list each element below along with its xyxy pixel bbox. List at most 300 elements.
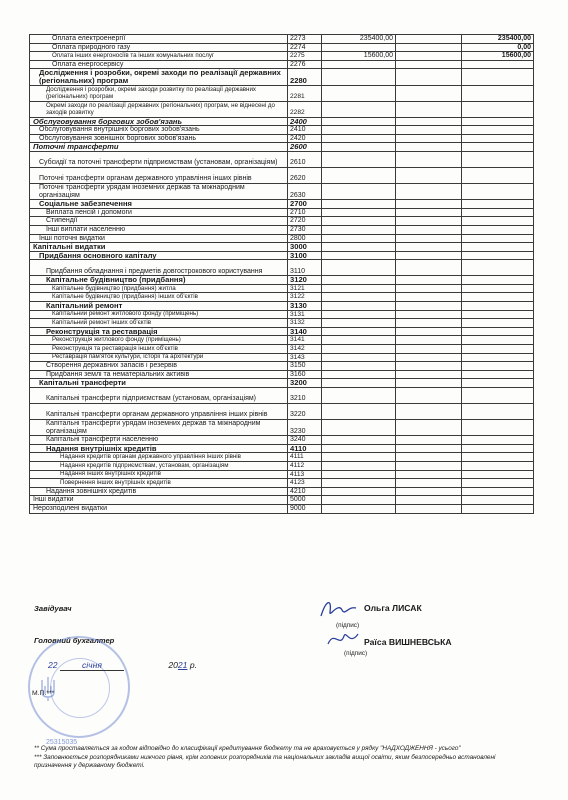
- accountant-label: Головний бухгалтер: [34, 636, 115, 645]
- table-row: [30, 52, 534, 61]
- row-plan-value: [322, 293, 396, 302]
- table-row: [30, 461, 534, 470]
- row-empty-cell: [396, 151, 462, 167]
- row-code: 2410: [288, 126, 322, 135]
- table-row: [30, 293, 534, 302]
- row-total-value: [462, 310, 534, 319]
- row-code: 2710: [288, 208, 322, 217]
- row-code: 2610: [288, 151, 322, 167]
- row-empty-cell: [396, 336, 462, 345]
- row-empty-cell: [396, 183, 462, 199]
- row-code: 3122: [288, 293, 322, 302]
- date-month: січня: [60, 660, 124, 671]
- row-plan-value: [322, 284, 396, 293]
- table-row: [30, 167, 534, 183]
- row-plan-value: [322, 134, 396, 143]
- footnote-credit: ** Сума проставляється за кодом відповідно до класифікації кредитування бюджету та не враховується у рядку "НАДХОДЖЕННЯ - усього": [34, 745, 461, 752]
- row-total-value: [462, 134, 534, 143]
- row-name: Поточні трансферти: [30, 143, 288, 152]
- row-empty-cell: [396, 444, 462, 453]
- table-row: [30, 487, 534, 496]
- row-name: Субсидії та поточні трансферти підприємствам (установам, організаціям): [30, 151, 288, 167]
- row-empty-cell: [396, 208, 462, 217]
- table-row: [30, 353, 534, 362]
- row-name: Поточні трансферти урядам іноземних держав та міжнародним організаціям: [30, 183, 288, 199]
- row-code: 3000: [288, 243, 322, 252]
- table-row: [30, 470, 534, 479]
- table-row: [30, 134, 534, 143]
- row-plan-value: [322, 225, 396, 234]
- row-empty-cell: [396, 251, 462, 260]
- row-empty-cell: [396, 35, 462, 44]
- table-row: [30, 234, 534, 243]
- row-code: 2275: [288, 52, 322, 61]
- table-row: [30, 310, 534, 319]
- row-name: Окремі заходи по реалізації державних (регіональних) програм, не віднесені до заходів розвитку: [30, 101, 288, 117]
- row-empty-cell: [396, 69, 462, 85]
- row-code: 3200: [288, 379, 322, 388]
- table-row: [30, 225, 534, 234]
- table-row: [30, 217, 534, 226]
- row-empty-cell: [396, 101, 462, 117]
- row-total-value: [462, 117, 534, 126]
- row-empty-cell: [396, 461, 462, 470]
- row-code: 3140: [288, 327, 322, 336]
- row-name: Повернення інших внутрішніх кредитів: [30, 479, 288, 488]
- row-name: Капітальні видатки: [30, 243, 288, 252]
- row-empty-cell: [396, 310, 462, 319]
- row-code: 2280: [288, 69, 322, 85]
- row-name: Придбання обладнання і предметів довгострокового користування: [30, 260, 288, 276]
- row-code: 3121: [288, 284, 322, 293]
- head-signature-mark: [318, 596, 360, 622]
- row-name: Оплата природного газу: [30, 43, 288, 52]
- table-row: [30, 126, 534, 135]
- row-plan-value: [322, 167, 396, 183]
- row-plan-value: [322, 379, 396, 388]
- row-total-value: [462, 388, 534, 404]
- row-code: 5000: [288, 496, 322, 505]
- row-code: 3230: [288, 420, 322, 436]
- row-total-value: [462, 496, 534, 505]
- row-total-value: [462, 420, 534, 436]
- row-plan-value: [322, 370, 396, 379]
- row-code: 3131: [288, 310, 322, 319]
- row-plan-value: [322, 504, 396, 513]
- row-name: Капітальне будівництво (придбання): [30, 276, 288, 285]
- row-empty-cell: [396, 293, 462, 302]
- row-plan-value: [322, 319, 396, 328]
- table-row: [30, 336, 534, 345]
- row-code: 4210: [288, 487, 322, 496]
- date-suffix: р.: [189, 660, 198, 670]
- table-row: [30, 444, 534, 453]
- row-total-value: [462, 345, 534, 354]
- row-plan-value: [322, 327, 396, 336]
- row-empty-cell: [396, 327, 462, 336]
- table-row: [30, 302, 534, 311]
- row-empty-cell: [396, 200, 462, 209]
- row-name: Оплата електроенергії: [30, 35, 288, 44]
- row-total-value: [462, 200, 534, 209]
- table-row: [30, 143, 534, 152]
- table-row: [30, 496, 534, 505]
- row-plan-value: [322, 461, 396, 470]
- row-name: Створення державних запасів і резервів: [30, 362, 288, 371]
- row-empty-cell: [396, 217, 462, 226]
- row-plan-value: [322, 234, 396, 243]
- table-row: [30, 436, 534, 445]
- row-plan-value: [322, 251, 396, 260]
- row-plan-value: [322, 336, 396, 345]
- row-name: Нерозподілені видатки: [30, 504, 288, 513]
- table-row: [30, 276, 534, 285]
- table-row: [30, 370, 534, 379]
- row-code: 3210: [288, 388, 322, 404]
- row-code: 3110: [288, 260, 322, 276]
- row-empty-cell: [396, 470, 462, 479]
- row-code: 2281: [288, 85, 322, 101]
- row-code: 2720: [288, 217, 322, 226]
- row-plan-value: [322, 420, 396, 436]
- table-row: [30, 43, 534, 52]
- row-name: Обслуговування внутрішніх боргових зобов'язань: [30, 126, 288, 135]
- row-name: Капітальні трансферти підприємствам (установам, організаціям): [30, 388, 288, 404]
- row-code: 2276: [288, 60, 322, 69]
- row-name: Придбання основного капіталу: [30, 251, 288, 260]
- row-name: Оплата енергосервісу: [30, 60, 288, 69]
- row-empty-cell: [396, 52, 462, 61]
- table-row: [30, 345, 534, 354]
- row-empty-cell: [396, 85, 462, 101]
- row-code: 2600: [288, 143, 322, 152]
- row-empty-cell: [396, 43, 462, 52]
- row-plan-value: [322, 453, 396, 462]
- row-plan-value: [322, 362, 396, 371]
- row-plan-value: [322, 276, 396, 285]
- table-row: [30, 208, 534, 217]
- row-code: 2800: [288, 234, 322, 243]
- row-name: Оплата інших енергоносіїв та інших комунальних послуг: [30, 52, 288, 61]
- row-plan-value: [322, 217, 396, 226]
- table-row: [30, 260, 534, 276]
- row-code: 3100: [288, 251, 322, 260]
- row-plan-value: [322, 60, 396, 69]
- row-name: Інші поточні видатки: [30, 234, 288, 243]
- row-empty-cell: [396, 143, 462, 152]
- row-name: Обслуговування зовнішніх боргових зобов'язань: [30, 134, 288, 143]
- row-total-value: [462, 276, 534, 285]
- row-name: Інші виплати населенню: [30, 225, 288, 234]
- row-total-value: [462, 362, 534, 371]
- row-name: Капітальне будівництво (придбання) інших об'єктів: [30, 293, 288, 302]
- table-row: [30, 117, 534, 126]
- row-total-value: [462, 208, 534, 217]
- row-total-value: [462, 167, 534, 183]
- row-empty-cell: [396, 436, 462, 445]
- row-plan-value: [322, 345, 396, 354]
- row-code: 2620: [288, 167, 322, 183]
- row-name: Реконструкція та реставрація: [30, 327, 288, 336]
- table-row: [30, 284, 534, 293]
- row-code: 3141: [288, 336, 322, 345]
- date-line: [48, 660, 197, 671]
- row-empty-cell: [396, 243, 462, 252]
- row-plan-value: [322, 444, 396, 453]
- row-empty-cell: [396, 487, 462, 496]
- row-code: 3130: [288, 302, 322, 311]
- row-code: 2700: [288, 200, 322, 209]
- row-code: 2273: [288, 35, 322, 44]
- accountant-sign-caption: (підпис): [344, 650, 368, 657]
- row-empty-cell: [396, 353, 462, 362]
- footnote-managers: *** Заповнюється розпорядниками нижчого рівня, крім головних розпорядників та національних закладів вищої освіти, яким безпосередньо встановлені призначення у державному бюджеті.: [34, 754, 496, 769]
- row-name: Капітальний ремонт інших об'єктів: [30, 319, 288, 328]
- row-plan-value: [322, 85, 396, 101]
- row-name: Надання внутрішніх кредитів: [30, 444, 288, 453]
- table-row: [30, 69, 534, 85]
- coat-of-arms-icon: [39, 676, 57, 702]
- row-name: Надання інших внутрішніх кредитів: [30, 470, 288, 479]
- table-row: [30, 420, 534, 436]
- row-code: 9000: [288, 504, 322, 513]
- row-plan-value: [322, 496, 396, 505]
- row-empty-cell: [396, 276, 462, 285]
- table-row: [30, 504, 534, 513]
- row-total-value: [462, 126, 534, 135]
- row-name: Надання кредитів підприємствам, установам, організаціям: [30, 461, 288, 470]
- table-row: [30, 379, 534, 388]
- row-code: 3132: [288, 319, 322, 328]
- row-total-value: [462, 336, 534, 345]
- date-day: 22: [48, 660, 58, 670]
- row-code: 4110: [288, 444, 322, 453]
- row-name: Капітальні трансферти органам державного управління інших рівнів: [30, 404, 288, 420]
- row-plan-value: [322, 404, 396, 420]
- row-empty-cell: [396, 370, 462, 379]
- table-row: [30, 251, 534, 260]
- row-total-value: [462, 453, 534, 462]
- row-plan-value: [322, 310, 396, 319]
- date-year-suffix: 21: [177, 660, 188, 670]
- row-empty-cell: [396, 302, 462, 311]
- row-plan-value: [322, 479, 396, 488]
- row-empty-cell: [396, 60, 462, 69]
- row-name: Капітальні трансферти: [30, 379, 288, 388]
- row-name: Капітальні трансферти населенню: [30, 436, 288, 445]
- row-empty-cell: [396, 134, 462, 143]
- row-empty-cell: [396, 404, 462, 420]
- row-total-value: [462, 225, 534, 234]
- row-plan-value: [322, 126, 396, 135]
- row-code: 4113: [288, 470, 322, 479]
- row-total-value: [462, 293, 534, 302]
- row-plan-value: 15600,00: [322, 52, 396, 61]
- row-plan-value: [322, 43, 396, 52]
- row-code: 3143: [288, 353, 322, 362]
- row-name: Надання зовнішніх кредитів: [30, 487, 288, 496]
- table-row: [30, 453, 534, 462]
- row-name: Капітальний ремонт житлового фонду (приміщень): [30, 310, 288, 319]
- row-empty-cell: [396, 117, 462, 126]
- table-row: [30, 183, 534, 199]
- row-empty-cell: [396, 345, 462, 354]
- row-name: Дослідження і розробки, окремі заходи розвитку по реалізації державних (регіональних) програм: [30, 85, 288, 101]
- row-code: 4111: [288, 453, 322, 462]
- table-row: [30, 404, 534, 420]
- row-total-value: [462, 234, 534, 243]
- row-total-value: [462, 436, 534, 445]
- row-plan-value: [322, 183, 396, 199]
- row-name: Реконструкція та реставрація інших об'єктів: [30, 345, 288, 354]
- row-name: Інші видатки: [30, 496, 288, 505]
- row-name: Надання кредитів органам державного управління інших рівнів: [30, 453, 288, 462]
- row-total-value: [462, 487, 534, 496]
- row-name: Соціальне забезпечення: [30, 200, 288, 209]
- row-code: 2282: [288, 101, 322, 117]
- row-empty-cell: [396, 379, 462, 388]
- row-code: 2274: [288, 43, 322, 52]
- row-name: Обслуговування боргових зобов'язань: [30, 117, 288, 126]
- row-plan-value: [322, 200, 396, 209]
- row-plan-value: [322, 151, 396, 167]
- row-total-value: [462, 504, 534, 513]
- row-plan-value: [322, 208, 396, 217]
- row-total-value: [462, 479, 534, 488]
- row-total-value: [462, 370, 534, 379]
- row-empty-cell: [396, 479, 462, 488]
- row-name: Дослідження і розробки, окремі заходи по реалізації державних (регіональних) програм: [30, 69, 288, 85]
- row-total-value: [462, 151, 534, 167]
- row-code: 3220: [288, 404, 322, 420]
- row-total-value: [462, 353, 534, 362]
- seal-label: М.П.***: [32, 690, 55, 697]
- row-name: Виплата пенсій і допомоги: [30, 208, 288, 217]
- table-row: [30, 151, 534, 167]
- row-total-value: [462, 143, 534, 152]
- table-row: [30, 60, 534, 69]
- row-code: 3120: [288, 276, 322, 285]
- row-code: 3142: [288, 345, 322, 354]
- table-row: [30, 243, 534, 252]
- row-name: Капітальне будівництво (придбання) житла: [30, 284, 288, 293]
- table-row: [30, 35, 534, 44]
- row-empty-cell: [396, 504, 462, 513]
- row-total-value: 15600,00: [462, 52, 534, 61]
- row-total-value: [462, 461, 534, 470]
- row-name: Реконструкція житлового фонду (приміщень): [30, 336, 288, 345]
- row-total-value: [462, 251, 534, 260]
- row-empty-cell: [396, 234, 462, 243]
- expenditure-table-body: [30, 35, 534, 514]
- row-total-value: [462, 444, 534, 453]
- row-plan-value: [322, 117, 396, 126]
- row-total-value: [462, 183, 534, 199]
- row-total-value: [462, 470, 534, 479]
- row-plan-value: [322, 69, 396, 85]
- row-name: Поточні трансферти органам державного управління інших рівнів: [30, 167, 288, 183]
- table-row: [30, 388, 534, 404]
- row-code: 2630: [288, 183, 322, 199]
- table-row: [30, 200, 534, 209]
- row-total-value: 0,00: [462, 43, 534, 52]
- accountant-signature-mark: [326, 628, 360, 650]
- row-code: 2730: [288, 225, 322, 234]
- row-code: 4123: [288, 479, 322, 488]
- row-total-value: [462, 60, 534, 69]
- row-empty-cell: [396, 126, 462, 135]
- row-total-value: [462, 302, 534, 311]
- row-plan-value: [322, 436, 396, 445]
- row-name: Реставрація пам'яток культури, історії та архітектури: [30, 353, 288, 362]
- row-name: Стипендії: [30, 217, 288, 226]
- row-plan-value: [322, 302, 396, 311]
- row-total-value: [462, 260, 534, 276]
- row-plan-value: [322, 260, 396, 276]
- row-empty-cell: [396, 388, 462, 404]
- head-label: Завідувач: [34, 604, 72, 613]
- row-empty-cell: [396, 260, 462, 276]
- table-row: [30, 85, 534, 101]
- row-plan-value: [322, 487, 396, 496]
- row-empty-cell: [396, 284, 462, 293]
- row-empty-cell: [396, 362, 462, 371]
- row-total-value: [462, 404, 534, 420]
- row-total-value: [462, 85, 534, 101]
- row-empty-cell: [396, 453, 462, 462]
- row-plan-value: [322, 143, 396, 152]
- row-code: 3240: [288, 436, 322, 445]
- row-total-value: [462, 243, 534, 252]
- row-plan-value: [322, 353, 396, 362]
- row-name: Придбання землі та нематеріальних активів: [30, 370, 288, 379]
- row-total-value: [462, 327, 534, 336]
- row-total-value: [462, 284, 534, 293]
- row-total-value: [462, 101, 534, 117]
- row-plan-value: [322, 470, 396, 479]
- table-row: [30, 319, 534, 328]
- table-row: [30, 101, 534, 117]
- head-sign-caption: (підпис): [336, 622, 360, 629]
- row-name: Капітальні трансферти урядам іноземних держав та міжнародним організаціям: [30, 420, 288, 436]
- accountant-name: Раїса ВИШНЕВСЬКА: [364, 637, 452, 647]
- expenditure-table: [29, 34, 534, 514]
- table-row: [30, 362, 534, 371]
- row-empty-cell: [396, 420, 462, 436]
- row-empty-cell: [396, 167, 462, 183]
- table-row: [30, 327, 534, 336]
- row-total-value: [462, 319, 534, 328]
- row-code: 4112: [288, 461, 322, 470]
- row-plan-value: [322, 101, 396, 117]
- row-total-value: [462, 69, 534, 85]
- row-total-value: 235400,00: [462, 35, 534, 44]
- row-code: 2400: [288, 117, 322, 126]
- row-code: 3160: [288, 370, 322, 379]
- head-name: Ольга ЛИСАК: [364, 603, 422, 613]
- date-year-prefix: 20: [168, 660, 178, 670]
- row-empty-cell: [396, 319, 462, 328]
- row-empty-cell: [396, 496, 462, 505]
- row-name: Капітальний ремонт: [30, 302, 288, 311]
- table-row: [30, 479, 534, 488]
- row-total-value: [462, 217, 534, 226]
- row-code: 2420: [288, 134, 322, 143]
- row-empty-cell: [396, 225, 462, 234]
- row-plan-value: [322, 388, 396, 404]
- row-code: 3150: [288, 362, 322, 371]
- row-total-value: [462, 379, 534, 388]
